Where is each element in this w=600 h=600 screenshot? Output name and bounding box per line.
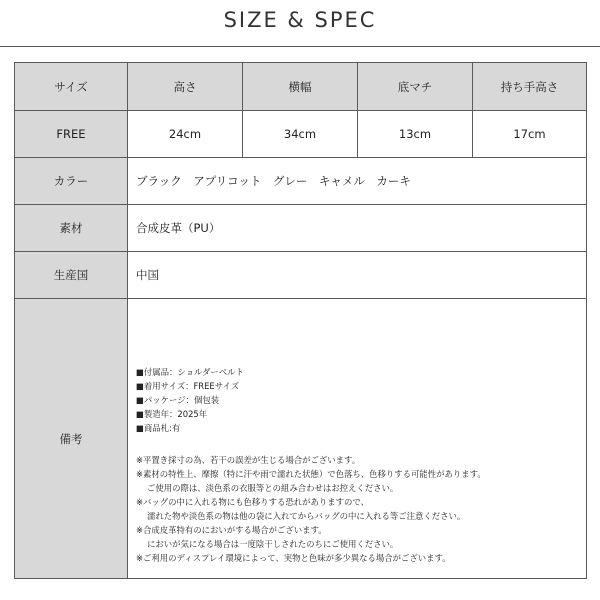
gusset-value: 13cm <box>358 111 473 158</box>
color-value: ブラック アプリコット グレー キャメル カーキ <box>128 158 587 205</box>
size-value-row <box>15 111 587 158</box>
handle-height-value: 17cm <box>473 111 587 158</box>
material-value: 合成皮革（PU） <box>128 205 587 252</box>
origin-row <box>15 252 587 299</box>
spec-item: ■付属品：ショルダーベルト <box>136 366 244 377</box>
caution-item: ※平置き採寸の為、若干の誤差が生じる場合がございます。 <box>136 454 361 465</box>
color-row <box>15 158 587 205</box>
height-header: 高さ <box>128 63 243 111</box>
spec-item: ■商品札:有 <box>136 422 181 433</box>
remarks-label: 備考 <box>15 299 128 579</box>
caution-item: ※素材の特性上、摩擦（特に汗や雨で濡れた状態）で色落ち、色移りする可能性があります。 <box>136 468 486 479</box>
caution-item: 濡れた物や淡色系の物は他の袋に入れてからバッグの中に入れる等ご注意ください。 <box>147 510 466 521</box>
handle-height-header: 持ち手高さ <box>473 63 587 111</box>
spec-item: ■着用サイズ：FREEサイズ <box>136 380 240 391</box>
origin-label: 生産国 <box>15 252 128 299</box>
spec-item: ■製造年：2025年 <box>136 408 208 419</box>
color-label: カラー <box>15 158 128 205</box>
material-label: 素材 <box>15 205 128 252</box>
caution-item: ※バッグの中に入れる物にも色移りする恐れがありますので、 <box>136 496 369 507</box>
caution-item: ※合成皮革特有のにおいがする場合がございます。 <box>136 524 327 535</box>
caution-list <box>136 453 586 565</box>
material-row <box>15 205 587 252</box>
size-free-label: FREE <box>15 111 128 158</box>
caution-item: においが気になる場合は一度陰干しされたのちにご使用ください。 <box>147 538 399 549</box>
size-label: サイズ <box>15 63 128 111</box>
title-divider <box>0 46 600 47</box>
spec-item: ■パッケージ：個包装 <box>136 394 220 405</box>
caution-item: ※ご利用のディスプレイ環境によって、実物と色味が多少異なる場合がございます。 <box>136 552 451 563</box>
spec-table <box>14 62 587 579</box>
width-value: 34cm <box>243 111 358 158</box>
page-title: SIZE & SPEC <box>223 8 377 32</box>
remarks-content <box>128 299 587 579</box>
height-value: 24cm <box>128 111 243 158</box>
remarks-row <box>15 299 587 579</box>
width-header: 横幅 <box>243 63 358 111</box>
spec-list <box>136 365 586 435</box>
origin-value: 中国 <box>128 252 587 299</box>
size-header-row <box>15 63 587 111</box>
gusset-header: 底マチ <box>358 63 473 111</box>
caution-item: ご使用の際は、淡色系の衣服等との組み合わせはお控えください。 <box>147 482 399 493</box>
